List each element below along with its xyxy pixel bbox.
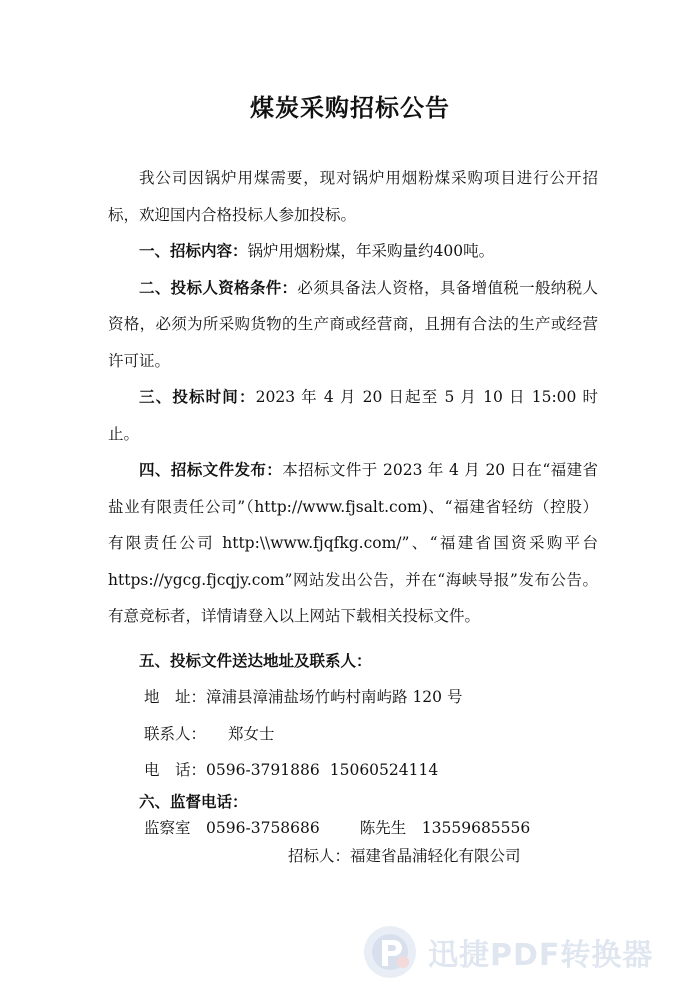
- address-line: [108, 679, 598, 716]
- contact-value: 郑女士: [228, 724, 275, 743]
- bidder-label: 招标人：: [288, 846, 351, 865]
- office-phone: 0596-3758686: [206, 818, 320, 837]
- section-2-heading: 二、投标人资格条件：: [139, 278, 298, 297]
- section-1-heading: 一、招标内容：: [139, 242, 248, 260]
- phone-2: 15060524114: [329, 761, 439, 779]
- section-2: [108, 270, 598, 380]
- person-name: 陈先生: [359, 818, 407, 837]
- document-body: [108, 160, 598, 871]
- section-2-text: 必须具备法人资格，具备增值税一般纳税人资格，必须为所采购货物的生产商或经营商，且拥有合法的生产或经营许可证。: [108, 278, 598, 370]
- section-5: [108, 643, 598, 680]
- bidder-line: [108, 841, 598, 871]
- supervision-line: [108, 815, 598, 841]
- address-label: 地 址：: [144, 688, 207, 706]
- address-value: 漳浦县漳浦盐场竹屿村南屿路 120 号: [206, 688, 463, 706]
- section-3-heading: 三、投标时间：: [139, 388, 256, 406]
- intro-paragraph: 我公司因锅炉用煤需要，现对锅炉用烟粉煤采购项目进行公开招标，欢迎国内合格投标人参加投标。: [108, 169, 598, 224]
- phone-label: 电 话：: [144, 761, 207, 779]
- section-1-text: 锅炉用烟粉煤，年采购量约400吨。: [247, 242, 495, 260]
- section-4-heading: 四、招标文件发布：: [139, 461, 283, 479]
- contact-line: [108, 716, 598, 753]
- person-phone: 13559685556: [421, 818, 531, 837]
- watermark: [362, 920, 692, 984]
- page-title: 煤炭采购招标公告: [250, 94, 450, 122]
- section-4: [108, 452, 598, 635]
- section-5-heading: 五、投标文件送达地址及联系人：: [139, 651, 372, 670]
- section-3: [108, 379, 598, 452]
- office-label: 监察室: [144, 818, 191, 837]
- section-6: [108, 789, 598, 815]
- phone-1: 0596-3791886: [206, 761, 320, 779]
- section-4-text: 本招标文件于 2023 年 4 月 20 日在“福建省盐业有限责任公司”（http://www.fjsalt.com)、“福建省轻纺（控股）有限责任公司 http:\\www.fjqfkg.com/”、“福建省国资采购平台 https://ygcg.fjcqjy.com”网站发出公告，并在“海峡导报”发布公告。有意竞标者，详情请登入以上网站下载相关投标文件。: [108, 461, 598, 625]
- phone-line: [108, 752, 598, 789]
- bidder-name: 福建省晶浦轻化有限公司: [350, 846, 521, 865]
- section-6-heading: 六、监督电话：: [139, 792, 248, 811]
- section-1: [108, 233, 598, 270]
- watermark-text: 迅捷PDF转换器: [428, 938, 654, 973]
- section-3-text: 2023 年 4 月 20 日起至 5 月 10 日 15:00 时止。: [108, 388, 598, 443]
- converter-logo-icon: [362, 924, 418, 980]
- contact-label: 联系人：: [144, 724, 207, 743]
